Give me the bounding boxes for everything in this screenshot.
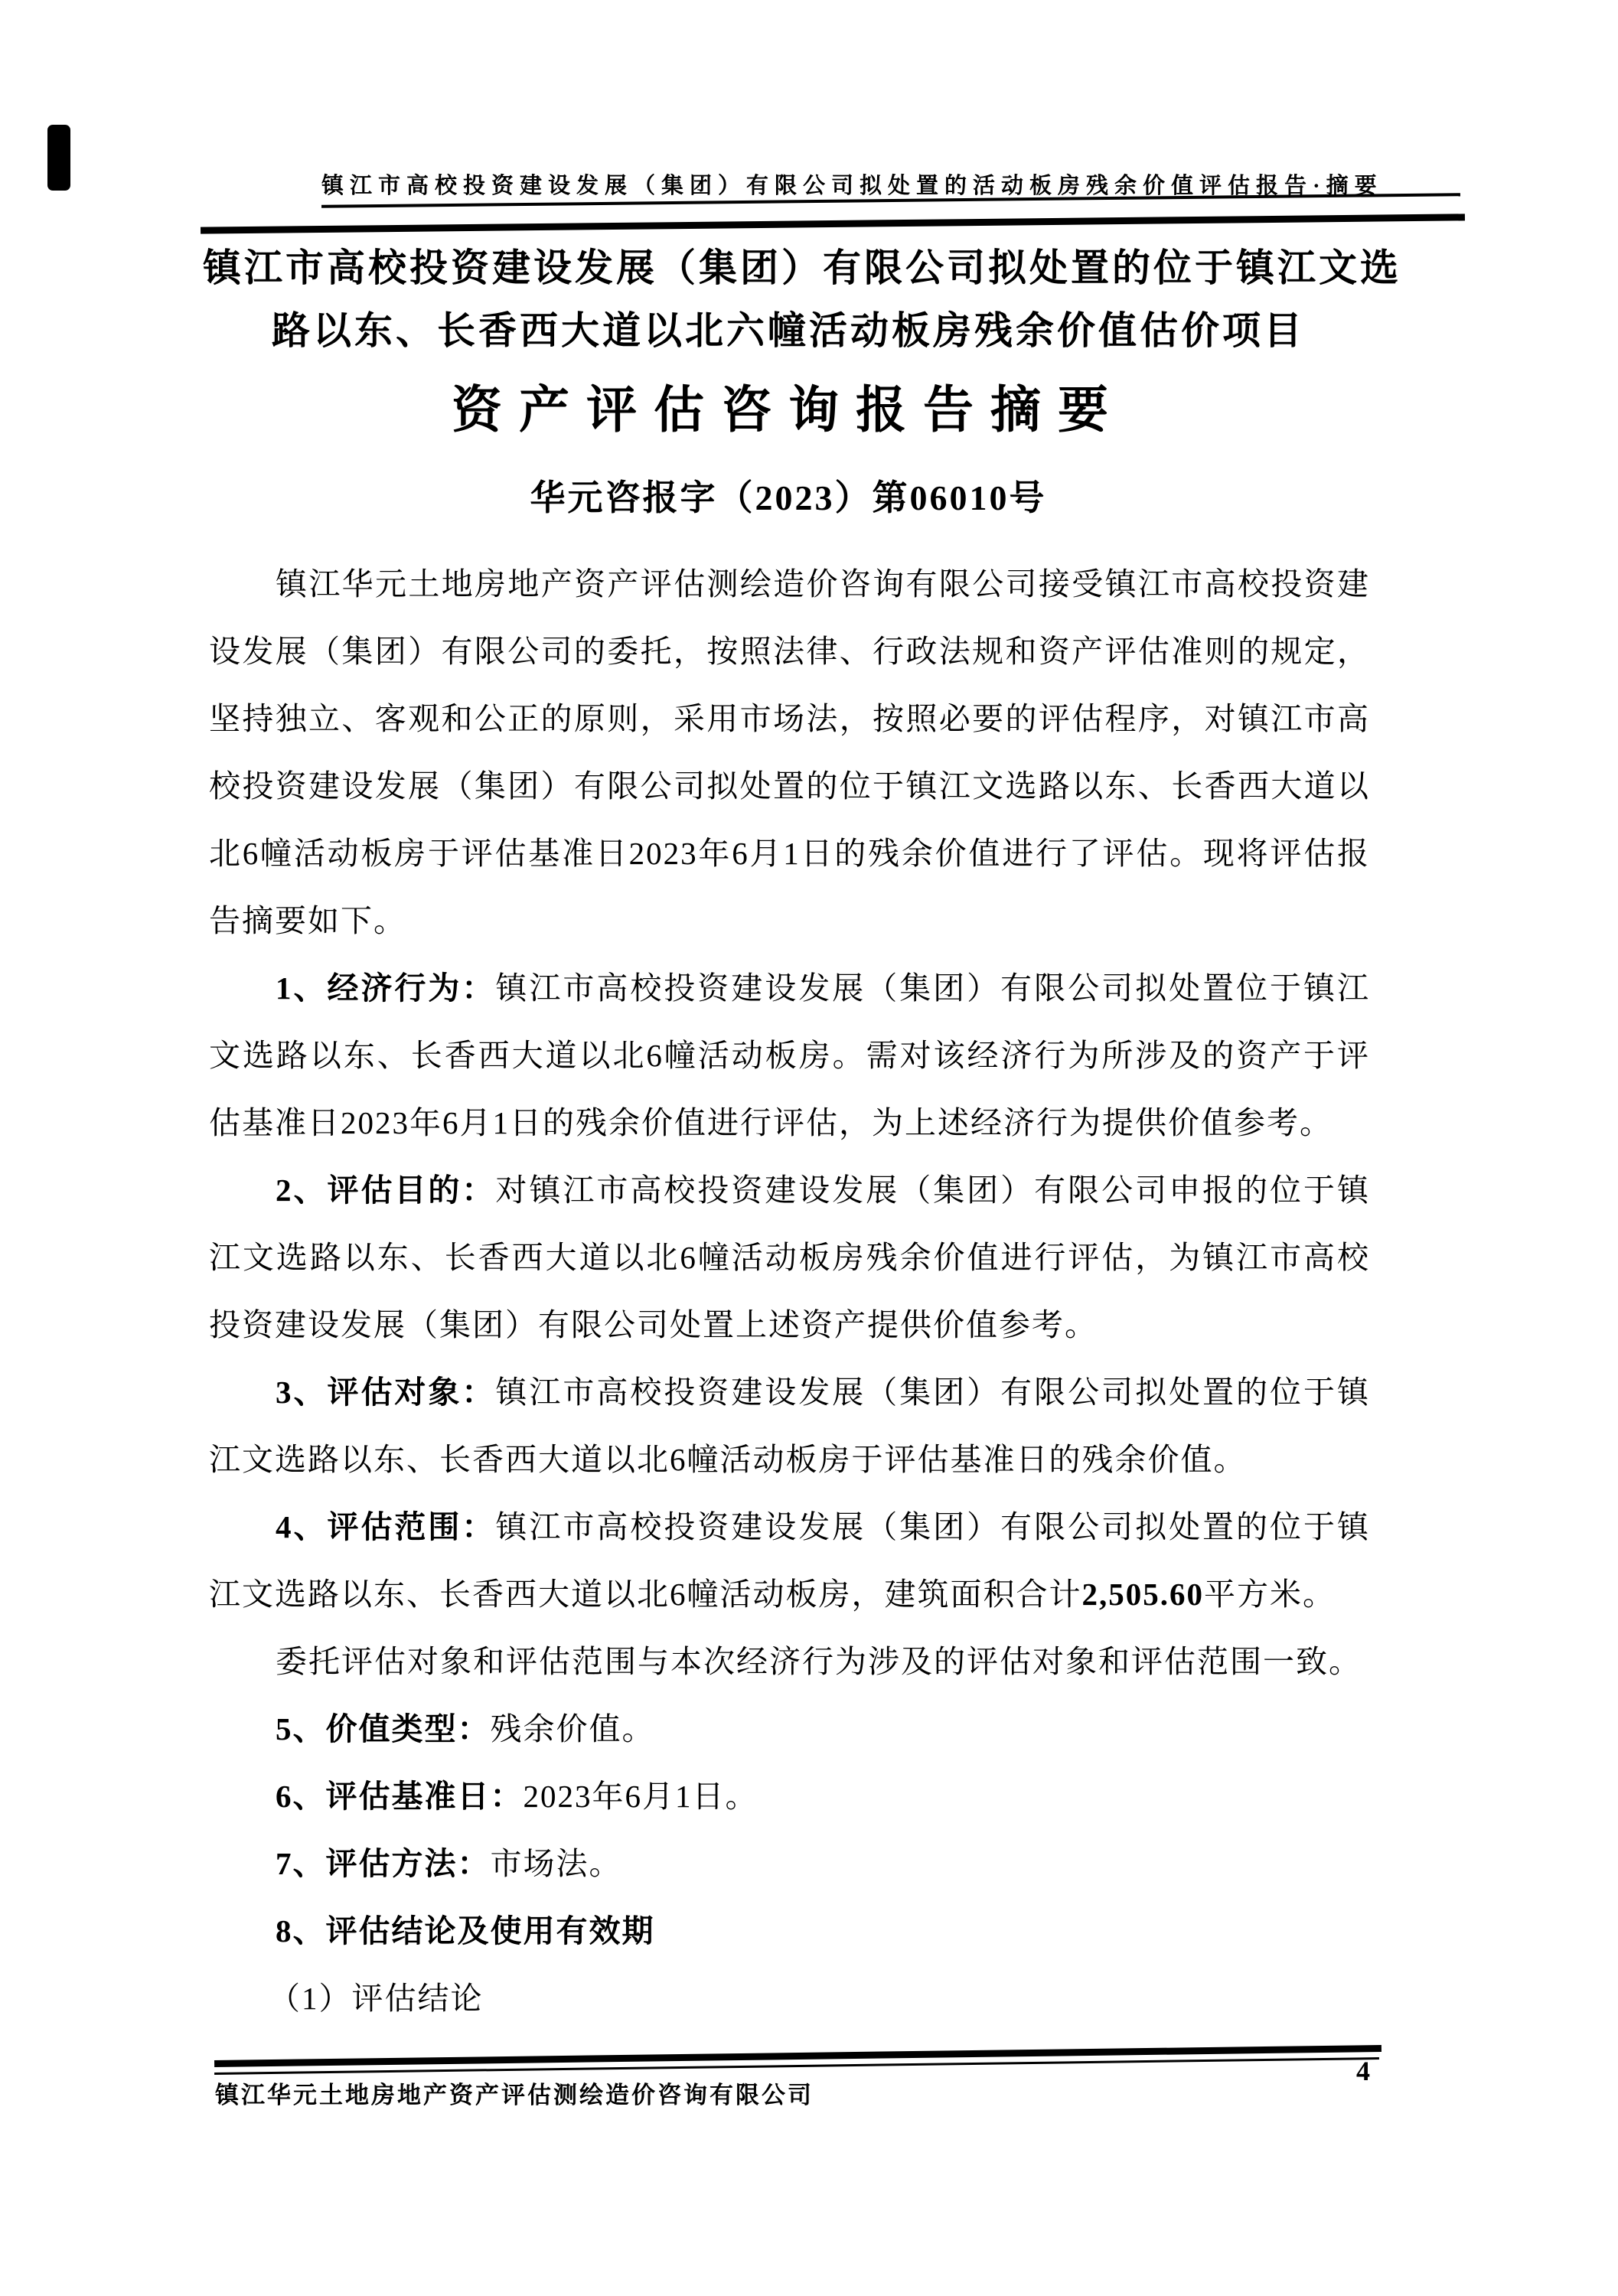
- report-main-title: 资产评估咨询报告摘要: [452, 383, 1125, 439]
- note-paragraph: [209, 1628, 1370, 1695]
- item-4-paragraph: [209, 1493, 1370, 1628]
- item-5-paragraph: [209, 1695, 1370, 1763]
- footer-rule-thick: [214, 2045, 1381, 2067]
- intro-paragraph: [209, 550, 1370, 954]
- sub-item-1-text: （1）评估结论: [269, 1981, 484, 2016]
- project-title-line-2: 路以东、长香西大道以北六幢活动板房残余价值估价项目: [272, 309, 1305, 352]
- item-3-label: 3、评估对象：: [276, 1375, 496, 1410]
- project-title-line-1: 镇江市高校投资建设发展（集团）有限公司拟处置的位于镇江文选: [203, 246, 1401, 289]
- intro-text: 镇江华元土地房地产资产评估测绘造价咨询有限公司接受镇江市高校投资建设发展（集团）有限公司的委托，按照法律、行政法规和资产评估准则的规定，坚持独立、客观和公正的原则，采用市场法，按照必要的评估程序，对镇江市高校投资建设发展（集团）有限公司拟处置的位于镇江文选路以东、长香西大道以北6幢活动板房于评估基准日2023年6月1日的残余价值进行了评估。现将评估报告摘要如下。: [209, 566, 1370, 938]
- item-6-paragraph: [209, 1763, 1370, 1830]
- item-7-text: 市场法。: [490, 1846, 622, 1881]
- item-8-paragraph: [209, 1897, 1370, 1965]
- item-6-label: 6、评估基准日：: [276, 1779, 524, 1814]
- document-number: 华元咨报字（2023）第06010号: [530, 478, 1047, 517]
- item-5-label: 5、价值类型：: [276, 1711, 491, 1746]
- item-3-paragraph: [209, 1358, 1370, 1493]
- item-7-paragraph: [209, 1830, 1370, 1897]
- item-4-text-before: 镇江市高校投资建设发展（集团）有限公司拟处置的位于镇江文选路以东、长香西大道以北6幢活动板房，建筑面积合计: [209, 1509, 1370, 1612]
- item-8-label: 8、评估结论及使用有效期: [276, 1913, 655, 1949]
- note-text: 委托评估对象和评估范围与本次经济行为涉及的评估对象和评估范围一致。: [276, 1644, 1362, 1679]
- running-header: 镇江市高校投资建设发展（集团）有限公司拟处置的活动板房残余价值评估报告·摘要: [321, 174, 1383, 198]
- footer-company-name: 镇江华元土地房地产资产评估测绘造价咨询有限公司: [215, 2082, 814, 2108]
- item-2-paragraph: [209, 1156, 1370, 1358]
- item-2-label: 2、评估目的：: [276, 1172, 496, 1208]
- document-body: [209, 550, 1370, 2032]
- item-6-text: 2023年6月1日。: [523, 1779, 758, 1814]
- item-7-label: 7、评估方法：: [276, 1846, 491, 1881]
- item-1-text: 镇江市高校投资建设发展（集团）有限公司拟处置位于镇江文选路以东、长香西大道以北6幢活动板房。需对该经济行为所涉及的资产于评估基准日2023年6月1日的残余价值进行评估，为上述经济行为提供价值参考。: [209, 970, 1370, 1140]
- item-4-area-value: 2,505.60: [1081, 1577, 1204, 1612]
- item-4-text-after: 平方米。: [1204, 1577, 1336, 1612]
- page-number: 4: [1356, 2056, 1370, 2086]
- header-rule-thick: [201, 214, 1465, 233]
- item-4-label: 4、评估范围：: [276, 1509, 496, 1544]
- item-1-label: 1、经济行为：: [276, 970, 496, 1006]
- sub-item-1-paragraph: [209, 1965, 1370, 2032]
- item-2-text: 对镇江市高校投资建设发展（集团）有限公司申报的位于镇江文选路以东、长香西大道以北6幢活动板房残余价值进行评估，为镇江市高校投资建设发展（集团）有限公司处置上述资产提供价值参考。: [209, 1172, 1370, 1342]
- item-3-text: 镇江市高校投资建设发展（集团）有限公司拟处置的位于镇江文选路以东、长香西大道以北6幢活动板房于评估基准日的残余价值。: [209, 1375, 1370, 1477]
- scan-binding-mark: [47, 125, 70, 191]
- item-5-text: 残余价值。: [490, 1711, 655, 1746]
- item-1-paragraph: [209, 954, 1370, 1156]
